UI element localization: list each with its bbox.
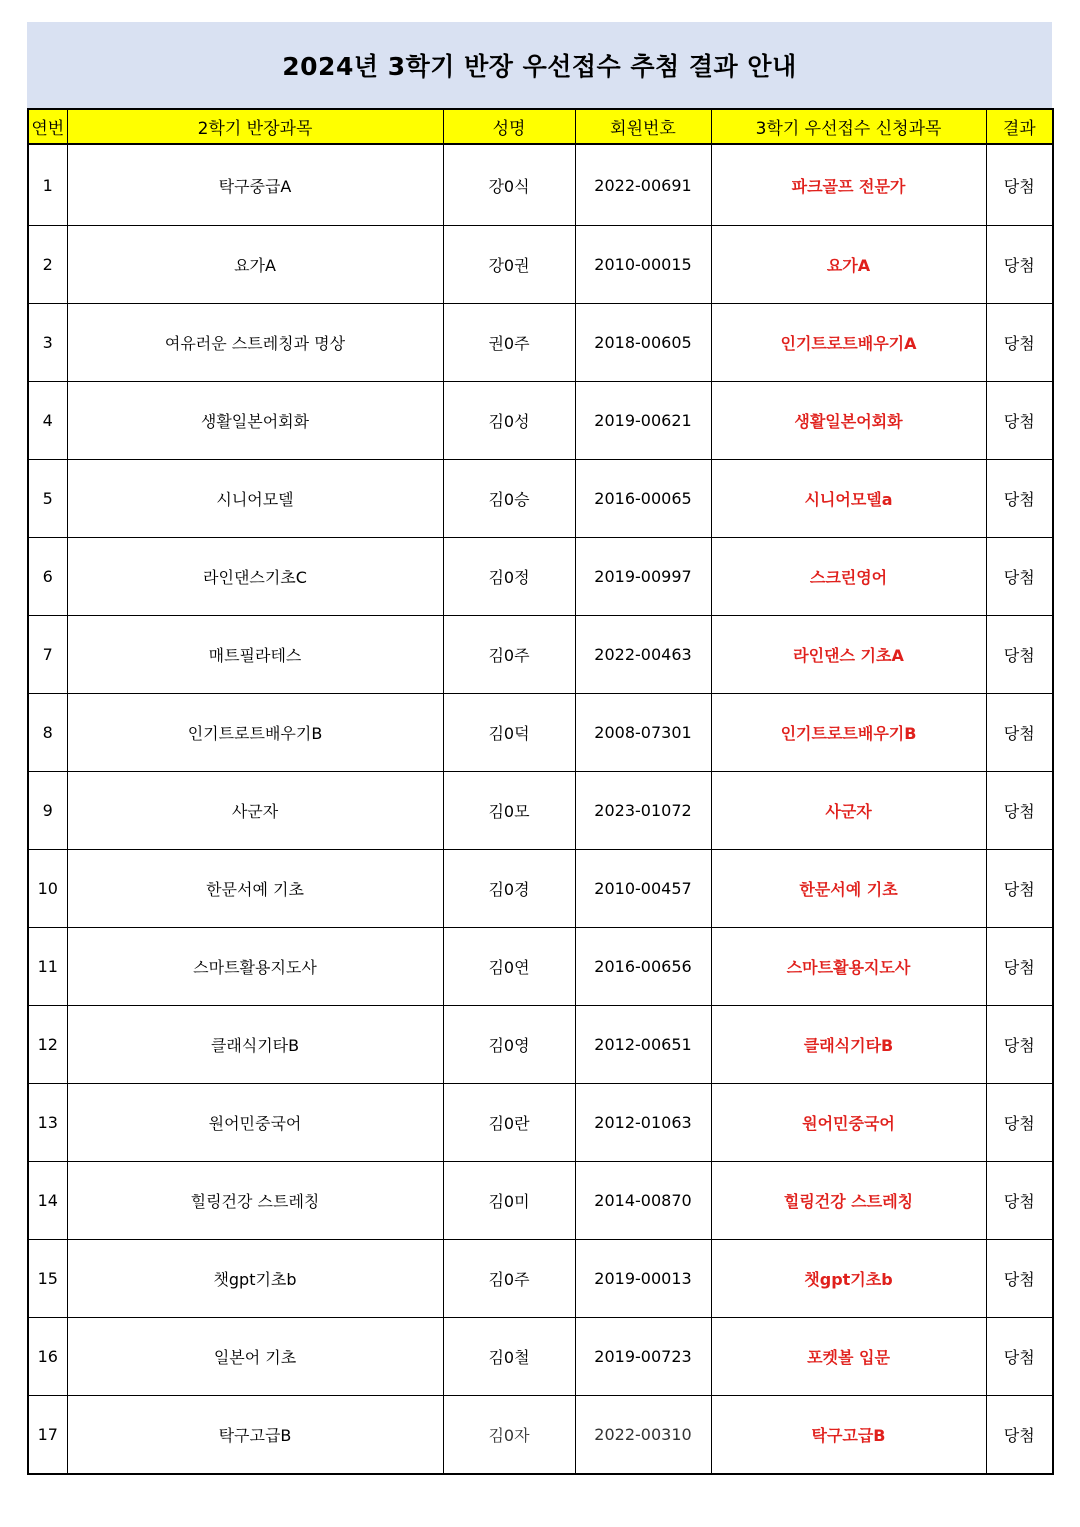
row-number: 4 — [28, 382, 67, 460]
row-number: 17 — [28, 1396, 67, 1475]
row-name: 김0모 — [443, 772, 575, 850]
table-body — [28, 144, 1053, 1474]
results-table — [27, 108, 1054, 1475]
row-result: 당첨 — [986, 144, 1053, 226]
row-course-2nd-term: 사군자 — [67, 772, 443, 850]
row-course-3rd-term: 시니어모델a — [711, 460, 986, 538]
row-result: 당첨 — [986, 772, 1053, 850]
row-number: 10 — [28, 850, 67, 928]
row-course-3rd-term: 힐링건강 스트레칭 — [711, 1162, 986, 1240]
row-result: 당첨 — [986, 226, 1053, 304]
table-row — [28, 382, 1053, 460]
row-name: 김0성 — [443, 382, 575, 460]
row-result: 당첨 — [986, 1240, 1053, 1318]
row-name: 김0영 — [443, 1006, 575, 1084]
row-member-number: 2012-01063 — [575, 1084, 711, 1162]
row-name: 김0정 — [443, 538, 575, 616]
table-row — [28, 538, 1053, 616]
row-number: 11 — [28, 928, 67, 1006]
row-number: 9 — [28, 772, 67, 850]
row-number: 5 — [28, 460, 67, 538]
row-member-number: 2022-00691 — [575, 144, 711, 226]
row-course-3rd-term: 생활일본어회화 — [711, 382, 986, 460]
table-header — [28, 109, 1053, 144]
row-course-3rd-term: 한문서예 기초 — [711, 850, 986, 928]
row-course-2nd-term: 탁구중급A — [67, 144, 443, 226]
row-name: 강0권 — [443, 226, 575, 304]
row-result: 당첨 — [986, 850, 1053, 928]
row-course-3rd-term: 원어민중국어 — [711, 1084, 986, 1162]
row-course-2nd-term: 원어민중국어 — [67, 1084, 443, 1162]
row-name: 김0란 — [443, 1084, 575, 1162]
row-course-3rd-term: 요가A — [711, 226, 986, 304]
header-course3: 3학기 우선접수 신청과목 — [711, 109, 986, 144]
title-bar — [27, 22, 1052, 108]
row-course-2nd-term: 요가A — [67, 226, 443, 304]
row-result: 당첨 — [986, 1396, 1053, 1475]
row-result: 당첨 — [986, 1318, 1053, 1396]
table-row — [28, 928, 1053, 1006]
row-number: 12 — [28, 1006, 67, 1084]
row-number: 3 — [28, 304, 67, 382]
row-member-number: 2023-01072 — [575, 772, 711, 850]
table-row — [28, 772, 1053, 850]
row-course-3rd-term: 인기트로트배우기A — [711, 304, 986, 382]
row-member-number: 2019-00621 — [575, 382, 711, 460]
row-course-3rd-term: 파크골프 전문가 — [711, 144, 986, 226]
header-no: 연번 — [28, 109, 67, 144]
row-member-number: 2022-00310 — [575, 1396, 711, 1475]
row-name: 김0자 — [443, 1396, 575, 1475]
row-course-2nd-term: 스마트활용지도사 — [67, 928, 443, 1006]
page-title: 2024년 3학기 반장 우선접수 추첨 결과 안내 — [282, 52, 797, 81]
row-number: 1 — [28, 144, 67, 226]
row-course-3rd-term: 라인댄스 기초A — [711, 616, 986, 694]
row-course-3rd-term: 스크린영어 — [711, 538, 986, 616]
row-member-number: 2010-00015 — [575, 226, 711, 304]
document-sheet — [27, 22, 1052, 1475]
row-member-number: 2019-00997 — [575, 538, 711, 616]
table-row — [28, 1084, 1053, 1162]
table-row — [28, 616, 1053, 694]
row-number: 14 — [28, 1162, 67, 1240]
row-result: 당첨 — [986, 1162, 1053, 1240]
table-row — [28, 1396, 1053, 1475]
row-name: 김0승 — [443, 460, 575, 538]
header-course2: 2학기 반장과목 — [67, 109, 443, 144]
table-row — [28, 226, 1053, 304]
row-name: 김0주 — [443, 1240, 575, 1318]
row-result: 당첨 — [986, 694, 1053, 772]
row-course-2nd-term: 챗gpt기초b — [67, 1240, 443, 1318]
table-row — [28, 144, 1053, 226]
row-course-2nd-term: 시니어모델 — [67, 460, 443, 538]
row-course-2nd-term: 생활일본어회화 — [67, 382, 443, 460]
table-row — [28, 850, 1053, 928]
row-name: 김0덕 — [443, 694, 575, 772]
row-name: 강0식 — [443, 144, 575, 226]
table-row — [28, 304, 1053, 382]
table-row — [28, 1162, 1053, 1240]
row-member-number: 2019-00013 — [575, 1240, 711, 1318]
table-row — [28, 694, 1053, 772]
row-number: 6 — [28, 538, 67, 616]
row-course-2nd-term: 탁구고급B — [67, 1396, 443, 1475]
row-course-3rd-term: 사군자 — [711, 772, 986, 850]
row-member-number: 2016-00065 — [575, 460, 711, 538]
row-result: 당첨 — [986, 928, 1053, 1006]
row-name: 김0주 — [443, 616, 575, 694]
row-member-number: 2022-00463 — [575, 616, 711, 694]
row-number: 8 — [28, 694, 67, 772]
header-member: 회원번호 — [575, 109, 711, 144]
row-member-number: 2008-07301 — [575, 694, 711, 772]
row-course-2nd-term: 여유러운 스트레칭과 명상 — [67, 304, 443, 382]
row-name: 김0경 — [443, 850, 575, 928]
row-result: 당첨 — [986, 1006, 1053, 1084]
row-member-number: 2018-00605 — [575, 304, 711, 382]
row-course-2nd-term: 인기트로트배우기B — [67, 694, 443, 772]
row-name: 김0철 — [443, 1318, 575, 1396]
row-course-3rd-term: 포켓볼 입문 — [711, 1318, 986, 1396]
row-course-2nd-term: 매트필라테스 — [67, 616, 443, 694]
row-name: 김0연 — [443, 928, 575, 1006]
row-number: 7 — [28, 616, 67, 694]
row-course-2nd-term: 라인댄스기초C — [67, 538, 443, 616]
row-course-3rd-term: 인기트로트배우기B — [711, 694, 986, 772]
row-course-3rd-term: 챗gpt기초b — [711, 1240, 986, 1318]
row-course-3rd-term: 스마트활용지도사 — [711, 928, 986, 1006]
row-name: 김0미 — [443, 1162, 575, 1240]
row-course-2nd-term: 일본어 기초 — [67, 1318, 443, 1396]
header-name: 성명 — [443, 109, 575, 144]
row-course-3rd-term: 탁구고급B — [711, 1396, 986, 1475]
row-result: 당첨 — [986, 382, 1053, 460]
row-result: 당첨 — [986, 304, 1053, 382]
row-member-number: 2012-00651 — [575, 1006, 711, 1084]
row-number: 16 — [28, 1318, 67, 1396]
row-course-3rd-term: 클래식기타B — [711, 1006, 986, 1084]
row-course-2nd-term: 한문서예 기초 — [67, 850, 443, 928]
row-member-number: 2016-00656 — [575, 928, 711, 1006]
row-result: 당첨 — [986, 1084, 1053, 1162]
header-row — [28, 109, 1053, 144]
table-row — [28, 460, 1053, 538]
row-member-number: 2010-00457 — [575, 850, 711, 928]
row-member-number: 2014-00870 — [575, 1162, 711, 1240]
row-number: 2 — [28, 226, 67, 304]
row-result: 당첨 — [986, 538, 1053, 616]
table-row — [28, 1006, 1053, 1084]
row-result: 당첨 — [986, 616, 1053, 694]
row-number: 15 — [28, 1240, 67, 1318]
table-row — [28, 1240, 1053, 1318]
row-name: 권0주 — [443, 304, 575, 382]
row-course-2nd-term: 클래식기타B — [67, 1006, 443, 1084]
header-result: 결과 — [986, 109, 1053, 144]
table-row — [28, 1318, 1053, 1396]
row-result: 당첨 — [986, 460, 1053, 538]
row-number: 13 — [28, 1084, 67, 1162]
row-course-2nd-term: 힐링건강 스트레칭 — [67, 1162, 443, 1240]
row-member-number: 2019-00723 — [575, 1318, 711, 1396]
